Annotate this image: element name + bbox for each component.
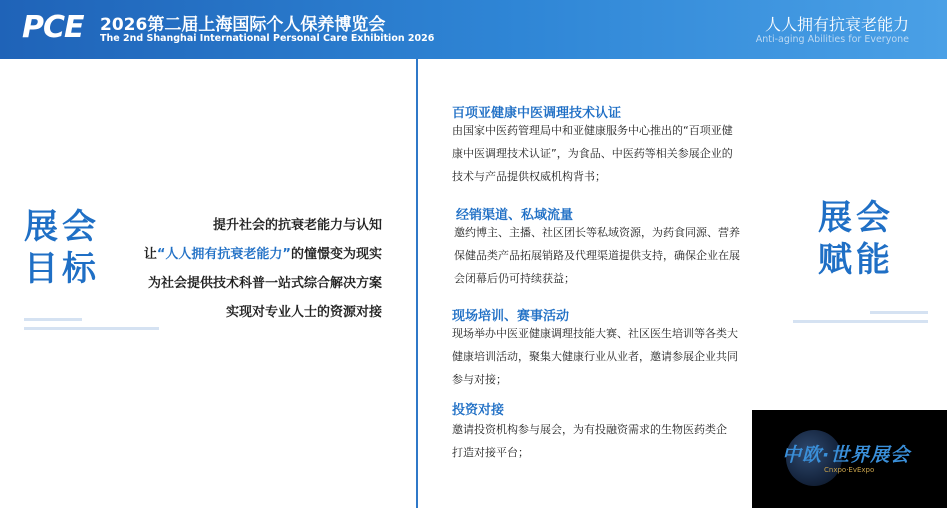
decor-line bbox=[793, 320, 928, 323]
item-body bbox=[454, 221, 772, 290]
pce-logo: PCE bbox=[22, 10, 84, 45]
item-body bbox=[452, 119, 770, 188]
decor-line bbox=[24, 327, 159, 330]
empower-heading bbox=[818, 197, 903, 281]
watermark-text: 中欧·世界展会 bbox=[782, 444, 911, 466]
exhibition-title-en: The 2nd Shanghai International Personal Care Exhibition 2026 bbox=[100, 33, 435, 44]
item-line: 参与对接； bbox=[452, 373, 507, 386]
slogan: 人人拥有抗衰老能力 bbox=[764, 15, 909, 34]
item-line: 邀请投资机构参与展会，为有投融资需求的生物医药类企 bbox=[452, 423, 727, 436]
exhibition-title: 2026第二届上海国际个人保养博览会 bbox=[100, 15, 386, 35]
watermark-subtext: Cnxpo·EvExpo bbox=[824, 466, 875, 474]
decor-line bbox=[24, 318, 82, 321]
goal-statements bbox=[82, 211, 382, 327]
item-line: 健康培训活动，聚集大健康行业从业者，邀请参展企业共同 bbox=[452, 350, 738, 363]
goal-line-1: 提升社会的抗衰老能力与认知 bbox=[212, 218, 382, 233]
goal-heading-line1: 展会 bbox=[24, 207, 100, 247]
item-title: 经销渠道、私域流量 bbox=[456, 208, 574, 223]
item-line: 现场举办中医亚健康调理技能大赛、社区医生培训等各类大 bbox=[452, 327, 738, 340]
goal-line-2-highlight: “人人拥有抗衰老能力” bbox=[156, 247, 291, 262]
vertical-divider bbox=[416, 59, 418, 508]
item-body bbox=[452, 418, 770, 464]
item-line: 邀约博主、主播、社区团长等私域资源，为药食同源、营养 bbox=[454, 226, 740, 239]
goal-line-3: 为社会提供技术科普一站式综合解决方案 bbox=[147, 276, 382, 291]
slogan-en: Anti-aging Abilities for Everyone bbox=[755, 34, 909, 45]
decor-line bbox=[870, 311, 928, 314]
empower-heading-line2: 赋能 bbox=[818, 240, 894, 280]
item-line: 康中医调理技术认证”，为食品、中医药等相关参展企业的 bbox=[452, 147, 733, 160]
header-banner bbox=[0, 0, 947, 59]
goal-line-2 bbox=[82, 240, 382, 269]
item-line: 保健品类产品拓展销路及代理渠道提供支持，确保企业在展 bbox=[454, 249, 740, 262]
goal-line-2-prefix: 让 bbox=[143, 247, 157, 262]
goal-heading-line2: 目标 bbox=[24, 249, 100, 289]
item-line: 会闭幕后仍可持续获益； bbox=[454, 272, 575, 285]
goal-line-4: 实现对专业人士的资源对接 bbox=[225, 305, 382, 320]
watermark-overlay bbox=[752, 410, 947, 508]
item-title: 百项亚健康中医调理技术认证 bbox=[452, 106, 622, 121]
item-line: 打造对接平台； bbox=[452, 446, 529, 459]
item-title: 现场培训、赛事活动 bbox=[452, 309, 570, 324]
item-line: 技术与产品提供权威机构背书； bbox=[452, 170, 606, 183]
item-line: 由国家中医药管理局中和亚健康服务中心推出的“百项亚健 bbox=[452, 124, 733, 137]
empower-heading-line1: 展会 bbox=[818, 198, 894, 238]
goal-line-2-suffix: 的憧憬变为现实 bbox=[290, 247, 382, 262]
item-title: 投资对接 bbox=[452, 403, 505, 418]
item-body bbox=[452, 322, 770, 391]
